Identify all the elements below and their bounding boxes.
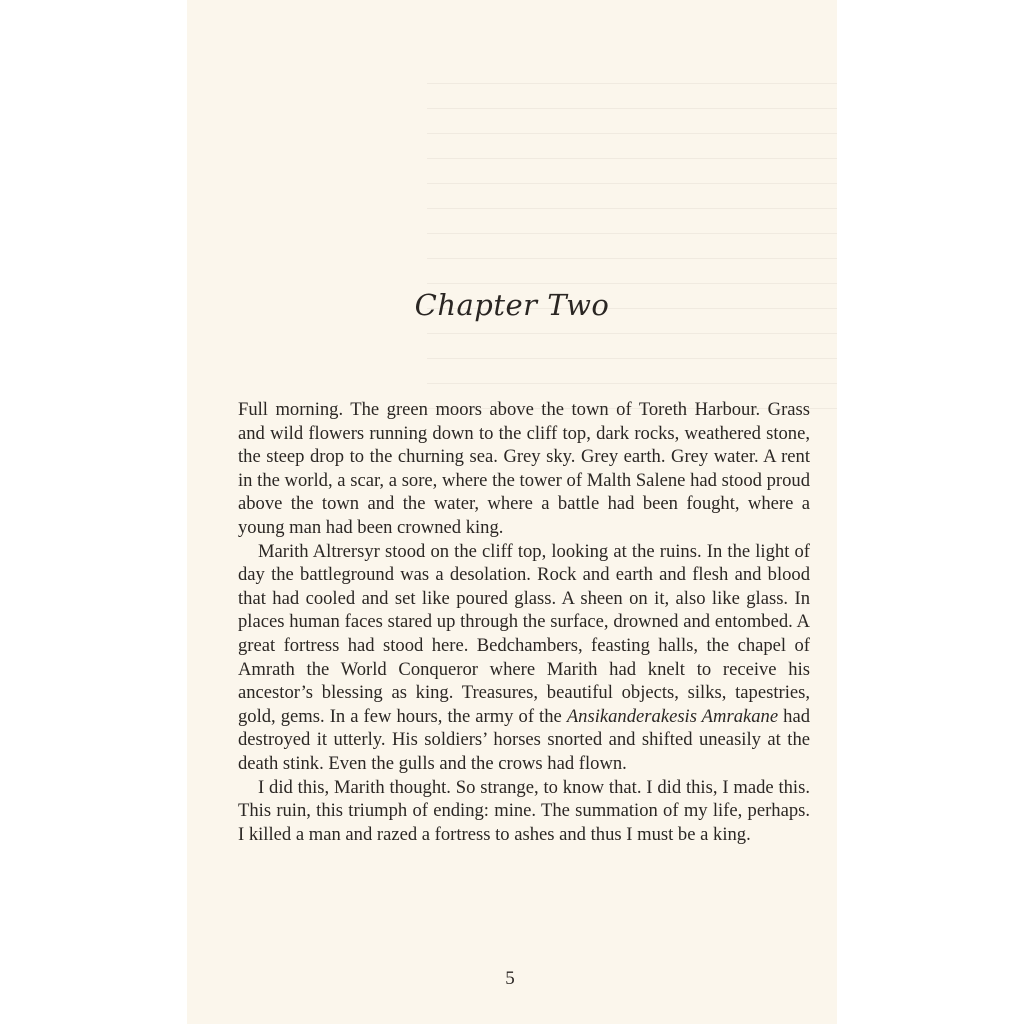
paragraph-1: Full morning. The green moors above the town of Toreth Harbour. Grass and wild flowers running down to the cliff top, dark rocks, weathered stone, the steep drop to the churning sea. Grey sky. Grey earth. Grey water. A rent in the world, a scar, a sore, where the tower of Malth Salene had stood proud above the town and the water, where a battle had been fought, where a young man had been crowned king. [238,399,810,538]
page-number: 5 [505,968,515,989]
paragraph-2 [238,540,810,776]
paragraph-3: I did this, Marith thought. So strange, to know that. I did this, I made this. This ruin, this triumph of ending: mine. The summation of my life, perhaps. I killed a man and razed a fortress to ashes and thus I must be a king. [238,776,810,845]
paragraph-2-text-a: Marith Altrersyr stood on the cliff top, looking at the ruins. In the light of day the battleground was a desolation. Rock and earth and flesh and blood that had cooled and set like poured glass. A sheen on it, also like glass. In places human faces stared up through the surface, drowned and entombed. A great fortress had stood here. Bedchambers, feasting halls, the chapel of Amrath the World Conqueror where Marith had knelt to receive his ancestor’s blessing as king. Treasures, beautiful objects, silks, tapestries, gold, gems. In a few hours, the army of the [238,540,810,727]
paragraph-2-text-b: had destroyed it utterly. His soldiers’ horses snorted and shifted uneasily at the death stink. Even the gulls and the crows had flown. [238,705,810,774]
chapter-title: Chapter Two [414,288,610,322]
show-through-text [427,70,837,410]
book-page [187,0,837,1024]
chapter-body [238,398,810,846]
army-name: Ansikanderakesis Amrakane [566,705,779,727]
